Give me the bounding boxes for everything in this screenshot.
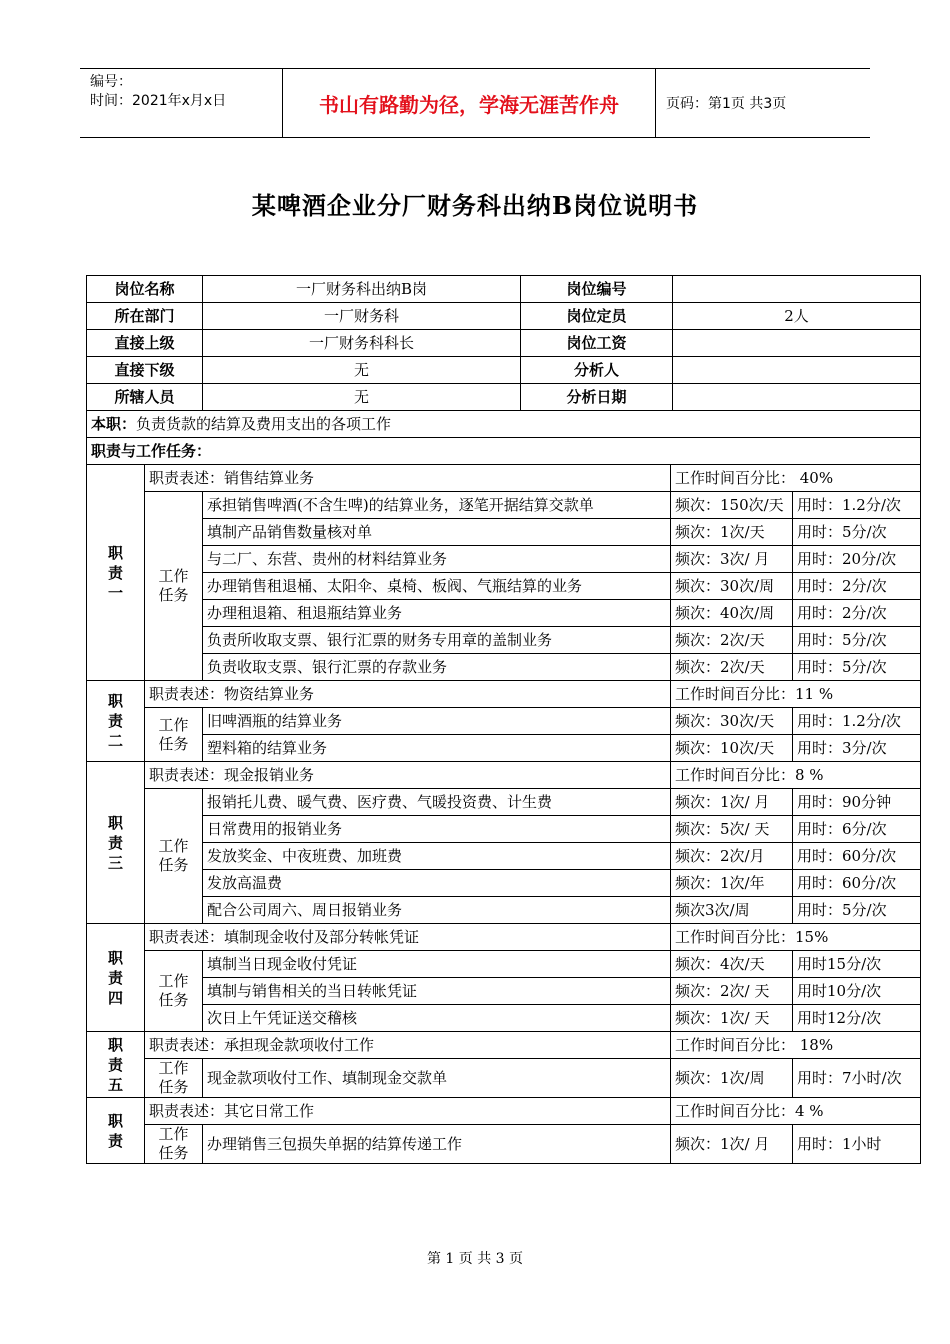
task-time: 用时10分/次 <box>793 978 921 1005</box>
task-text: 办理租退箱、租退瓶结算业务 <box>203 600 671 627</box>
duty-desc: 职责表述：其它日常工作 <box>145 1098 671 1125</box>
task-frequency: 频次：1次/ 月 <box>671 1125 793 1164</box>
task-row <box>87 843 921 870</box>
duty-desc-row <box>87 762 921 789</box>
header-meta <box>80 69 283 137</box>
task-time: 用时：3分/次 <box>793 735 921 762</box>
info-key: 岗位名称 <box>87 276 203 303</box>
task-label <box>145 1059 203 1098</box>
duty-name-text: 职责 <box>108 1111 124 1150</box>
task-frequency: 频次：30次/周 <box>671 573 793 600</box>
page-footer: 第 1 页 共 3 页 <box>426 1251 524 1267</box>
motto: 书山有路勤为径，学海无涯苦作舟 <box>283 69 656 137</box>
info-key: 直接下级 <box>87 357 203 384</box>
info-value: 2人 <box>673 303 921 330</box>
info-value: 一厂财务科出纳B岗 <box>203 276 521 303</box>
duty-name <box>87 1098 145 1164</box>
info-value: 无 <box>203 357 521 384</box>
task-frequency: 频次：3次/ 月 <box>671 546 793 573</box>
info-value <box>673 276 921 303</box>
duty-desc: 职责表述：现金报销业务 <box>145 762 671 789</box>
task-label <box>145 708 203 762</box>
info-row <box>87 330 921 357</box>
task-frequency: 频次：2次/月 <box>671 843 793 870</box>
task-time: 用时：5分/次 <box>793 654 921 681</box>
duty-pct: 工作时间百分比：4 % <box>671 1098 921 1125</box>
task-text: 负责所收取支票、银行汇票的财务专用章的盖制业务 <box>203 627 671 654</box>
task-time: 用时：2分/次 <box>793 600 921 627</box>
info-key: 岗位编号 <box>521 276 673 303</box>
task-text: 发放奖金、中夜班费、加班费 <box>203 843 671 870</box>
task-row <box>87 978 921 1005</box>
task-time: 用时：1.2分/次 <box>793 492 921 519</box>
duty-name-text: 职责三 <box>108 813 124 872</box>
task-row <box>87 897 921 924</box>
info-key: 分析日期 <box>521 384 673 411</box>
duty-name <box>87 924 145 1032</box>
info-value: 无 <box>203 384 521 411</box>
task-frequency: 频次：1次/年 <box>671 870 793 897</box>
task-frequency: 频次：150次/天 <box>671 492 793 519</box>
task-frequency: 频次：40次/周 <box>671 600 793 627</box>
info-row <box>87 384 921 411</box>
task-row <box>87 1125 921 1164</box>
duty-desc-row <box>87 924 921 951</box>
task-label-text: 工作任务 <box>158 715 189 753</box>
task-frequency: 频次：4次/天 <box>671 951 793 978</box>
task-frequency: 频次：1次/ 月 <box>671 789 793 816</box>
task-text: 办理销售三包损失单据的结算传递工作 <box>203 1125 671 1164</box>
duty-desc-row <box>87 681 921 708</box>
task-frequency: 频次：30次/天 <box>671 708 793 735</box>
duty-cell <box>87 411 921 438</box>
task-label <box>145 492 203 681</box>
task-frequency: 频次：2次/ 天 <box>671 978 793 1005</box>
duty-pct: 工作时间百分比：8 % <box>671 762 921 789</box>
task-text: 发放高温费 <box>203 870 671 897</box>
task-row <box>87 816 921 843</box>
duty-desc: 职责表述：物资结算业务 <box>145 681 671 708</box>
duty-pct: 工作时间百分比：15% <box>671 924 921 951</box>
task-text: 与二厂、东营、贵州的材料结算业务 <box>203 546 671 573</box>
task-time: 用时：60分/次 <box>793 870 921 897</box>
duty-desc-row <box>87 1098 921 1125</box>
info-value <box>673 357 921 384</box>
duty-desc-row <box>87 1032 921 1059</box>
task-time: 用时：5分/次 <box>793 519 921 546</box>
task-frequency: 频次：5次/ 天 <box>671 816 793 843</box>
duty-name-text: 职责五 <box>108 1035 124 1094</box>
task-row <box>87 708 921 735</box>
task-text: 日常费用的报销业务 <box>203 816 671 843</box>
info-key: 所在部门 <box>87 303 203 330</box>
duty-name-text: 职责二 <box>108 692 124 750</box>
page-header <box>80 68 870 138</box>
task-label-text: 工作任务 <box>158 972 189 1009</box>
task-time: 用时：1小时 <box>793 1125 921 1164</box>
task-frequency: 频次3次/周 <box>671 897 793 924</box>
task-row <box>87 951 921 978</box>
tasks-heading-row <box>87 438 921 465</box>
info-table <box>86 275 921 411</box>
number-label: 编号： <box>90 74 132 90</box>
task-time: 用时：7小时/次 <box>793 1059 921 1098</box>
info-key: 岗位定员 <box>521 303 673 330</box>
task-time: 用时：90分钟 <box>793 789 921 816</box>
task-frequency: 频次：1次/周 <box>671 1059 793 1098</box>
task-text: 负责收取支票、银行汇票的存款业务 <box>203 654 671 681</box>
info-row <box>87 303 921 330</box>
task-text: 次日上午凭证送交稽核 <box>203 1005 671 1032</box>
task-label <box>145 951 203 1032</box>
duty-name <box>87 465 145 681</box>
duty-text: 负责货款的结算及费用支出的各项工作 <box>136 414 392 433</box>
duty-desc: 职责表述：承担现金款项收付工作 <box>145 1032 671 1059</box>
duty-name <box>87 681 145 762</box>
duty-name-text: 职责四 <box>108 948 124 1007</box>
duty-desc-row <box>87 465 921 492</box>
task-text: 办理销售租退桶、太阳伞、桌椅、板阀、气瓶结算的业务 <box>203 573 671 600</box>
duty-name-text: 职责一 <box>108 543 124 602</box>
task-time: 用时：60分/次 <box>793 843 921 870</box>
task-text: 现金款项收付工作、填制现金交款单 <box>203 1059 671 1098</box>
duty-pct: 工作时间百分比： 18% <box>671 1032 921 1059</box>
task-time: 用时：6分/次 <box>793 816 921 843</box>
info-value: 一厂财务科 <box>203 303 521 330</box>
duty-desc: 职责表述：销售结算业务 <box>145 465 671 492</box>
task-label <box>145 1125 203 1164</box>
info-value <box>673 384 921 411</box>
tasks-heading: 职责与工作任务： <box>87 438 921 465</box>
task-time: 用时15分/次 <box>793 951 921 978</box>
task-frequency: 频次：10次/天 <box>671 735 793 762</box>
task-label-text: 工作任务 <box>158 1125 189 1162</box>
duty-row <box>87 411 921 438</box>
info-value: 一厂财务科科长 <box>203 330 521 357</box>
task-label <box>145 789 203 924</box>
info-key: 直接上级 <box>87 330 203 357</box>
task-time: 用时12分/次 <box>793 1005 921 1032</box>
task-row <box>87 600 921 627</box>
task-row <box>87 870 921 897</box>
duty-label: 本职： <box>91 414 137 433</box>
time-label: 时间：2021年x月x日 <box>90 93 227 109</box>
task-text: 填制产品销售数量核对单 <box>203 519 671 546</box>
info-row <box>87 276 921 303</box>
info-key: 分析人 <box>521 357 673 384</box>
task-row <box>87 492 921 519</box>
task-text: 报销托儿费、暖气费、医疗费、气暖投资费、计生费 <box>203 789 671 816</box>
page-info: 页码：第1页 共3页 <box>666 96 787 112</box>
duty-desc: 职责表述：填制现金收付及部分转帐凭证 <box>145 924 671 951</box>
task-label-text: 工作任务 <box>158 1059 189 1096</box>
task-row <box>87 519 921 546</box>
task-frequency: 频次：1次/天 <box>671 519 793 546</box>
task-label-text: 工作任务 <box>158 837 189 874</box>
task-text: 塑料箱的结算业务 <box>203 735 671 762</box>
task-time: 用时：5分/次 <box>793 897 921 924</box>
document-title: 某啤酒企业分厂财务科出纳B岗位说明书 <box>251 191 699 220</box>
duty-pct: 工作时间百分比：11 % <box>671 681 921 708</box>
duty-name <box>87 1032 145 1098</box>
info-key: 所辖人员 <box>87 384 203 411</box>
task-row <box>87 654 921 681</box>
info-value <box>673 330 921 357</box>
task-text: 旧啤酒瓶的结算业务 <box>203 708 671 735</box>
task-text: 填制当日现金收付凭证 <box>203 951 671 978</box>
task-time: 用时：5分/次 <box>793 627 921 654</box>
info-row <box>87 357 921 384</box>
duty-pct: 工作时间百分比： 40% <box>671 465 921 492</box>
task-row <box>87 735 921 762</box>
task-label-text: 工作任务 <box>158 567 189 604</box>
duty-name <box>87 762 145 924</box>
task-row <box>87 789 921 816</box>
task-row <box>87 1059 921 1098</box>
task-row <box>87 573 921 600</box>
info-key: 岗位工资 <box>521 330 673 357</box>
task-time: 用时：20分/次 <box>793 546 921 573</box>
task-text: 承担销售啤酒(不含生啤)的结算业务，逐笔开据结算交款单 <box>203 492 671 519</box>
task-frequency: 频次：1次/ 天 <box>671 1005 793 1032</box>
task-row <box>87 546 921 573</box>
task-time: 用时：1.2分/次 <box>793 708 921 735</box>
duty-table <box>86 410 921 1164</box>
task-time: 用时：2分/次 <box>793 573 921 600</box>
task-frequency: 频次：2次/天 <box>671 654 793 681</box>
task-frequency: 频次：2次/天 <box>671 627 793 654</box>
task-row <box>87 1005 921 1032</box>
task-text: 配合公司周六、周日报销业务 <box>203 897 671 924</box>
task-text: 填制与销售相关的当日转帐凭证 <box>203 978 671 1005</box>
task-row <box>87 627 921 654</box>
